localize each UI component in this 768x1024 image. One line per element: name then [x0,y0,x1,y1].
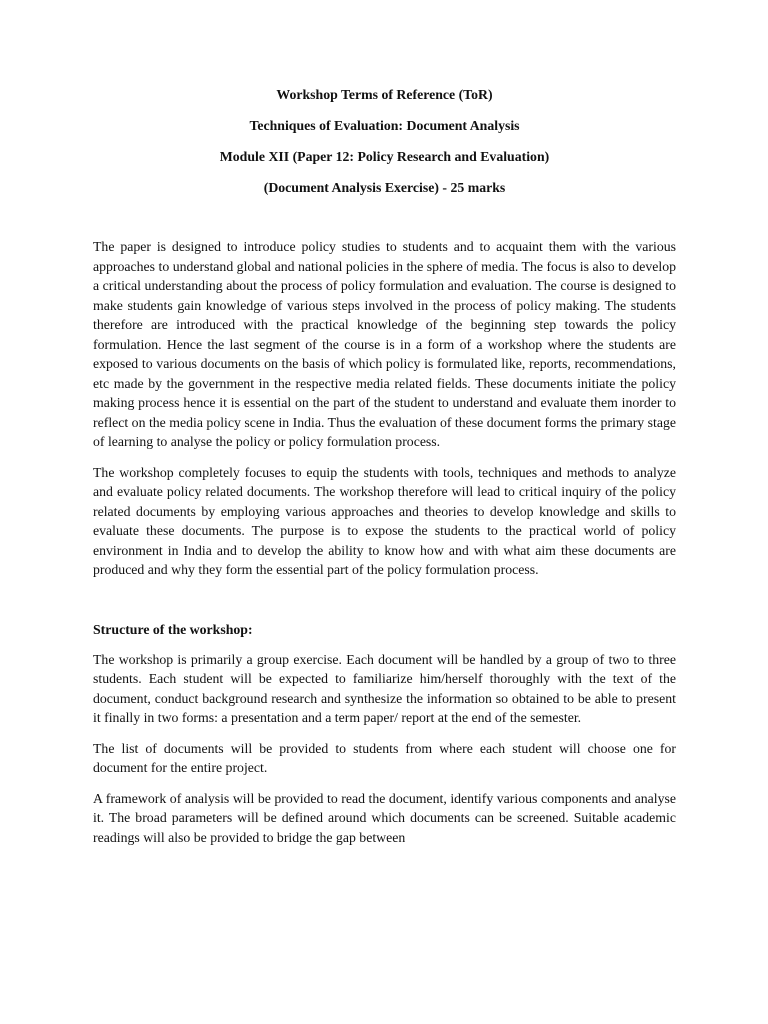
intro-section [93,237,676,580]
structure-section [93,620,676,848]
structure-paragraph-1: The workshop is primarily a group exercise. Each document will be handled by a group of two to three students. Each student will be expected to familiarize him/herself thoroughly with the text of the document, conduct background research and synthesize the information so obtained to be able to present it finally in two forms: a presentation and a term paper/ report at the end of the semester. [93,651,676,725]
document-page [93,86,676,858]
structure-heading: Structure of the workshop: [93,621,253,637]
intro-paragraph-1: The paper is designed to introduce policy studies to students and to acquaint them with the various approaches to understand global and national policies in the sphere of media. The focus is also to develop a critical understanding about the process of policy formulation and evaluation. The course is designed to make students gain knowledge of various steps involved in the process of policy making. The students therefore are introduced with the practical knowledge of the beginning step towards the policy formulation. Hence the last segment of the course is in a form of a workshop where the students are exposed to various documents on the basis of which policy is formulated like, reports, recommendations, etc made by the government in the respective media related fields. These documents initiate the policy making process hence it is essential on the part of the student to understand and evaluate them inorder to reflect on the media policy scene in India. Thus the evaluation of these document forms the primary stage of learning to analyse the policy or policy formulation process. [93,239,676,449]
exercise-marks: (Document Analysis Exercise) - 25 marks [263,180,506,195]
structure-paragraph-3: A framework of analysis will be provided to read the document, identify various components and analyse it. The broad parameters will be defined around which documents can be screened. Suitable academic readings will also be provided to bridge the gap between [93,790,676,845]
structure-paragraph-2: The list of documents will be provided to students from where each student will choose one for document for the entire project. [93,740,676,775]
document-title: Workshop Terms of Reference (ToR) [276,87,493,102]
module-title: Module XII (Paper 12: Policy Research and Evaluation) [219,149,550,164]
document-header [93,86,676,197]
document-subtitle: Techniques of Evaluation: Document Analysis [249,118,520,133]
intro-paragraph-2: The workshop completely focuses to equip the students with tools, techniques and methods to analyze and evaluate policy related documents. The workshop therefore will lead to critical inquiry of the policy related documents by employing various approaches and theories to develop knowledge and skills to evaluate these documents. The purpose is to expose the students to the practical world of policy environment in India and to develop the ability to know how and with what aim these documents are produced and why they form the essential part of the policy formulation process. [93,464,676,577]
